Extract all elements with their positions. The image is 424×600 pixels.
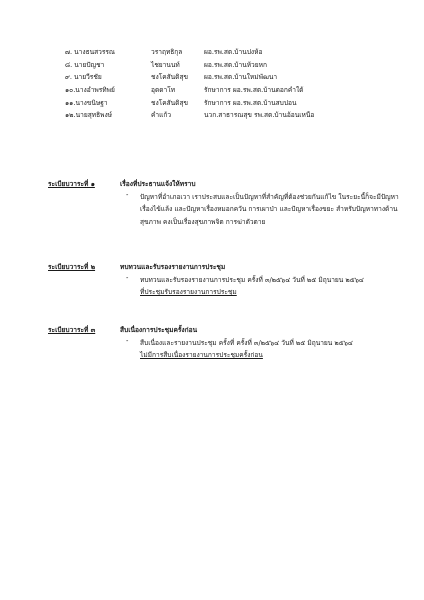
attendee-name: ๙. นายวีรชัย (65, 73, 102, 82)
agenda-text (140, 274, 370, 298)
agenda-line: สืบเนื่องและรายงานประชุม ครั้งที่ ครั้งที่ ๓/๒๕๖๔ วันที่ ๒๕ มิถุนายน ๒๕๖๔ (140, 339, 353, 348)
agenda-text (140, 191, 399, 228)
attendee-name: ๑๐.นางอำพรทิพย์ (65, 85, 115, 94)
attendee-surname: อุดดาโท (151, 85, 176, 94)
attendee-row (65, 109, 324, 122)
attendee-surname: ไชยานนท์ (151, 60, 180, 69)
attendee-row (65, 84, 324, 97)
agenda-heading (48, 326, 388, 334)
agenda-heading (48, 263, 388, 271)
agenda-heading (48, 180, 388, 188)
attendee-surname: ชงโคสันติสุข (151, 98, 188, 107)
agenda-line: เรื่องไข้แล้ง และปัญหาเรื่องหมอกควัน การเผาป่า และปัญหาเรื่องขยะ สำหรับปัญหาทางด้าน (140, 205, 398, 214)
bullet-dash: - (126, 274, 129, 283)
attendee-position: ผอ.รพ.สต.บ้านใหม่พัฒนา (204, 73, 278, 82)
attendee-row (65, 59, 324, 72)
agenda-body (48, 274, 388, 298)
attendee-position: ผอ.รพ.สต.บ้านห้วยหก (204, 60, 267, 69)
agenda-item-1 (48, 180, 399, 228)
bullet-dash: - (126, 337, 129, 346)
attendee-surname: คำแก้ว (151, 111, 172, 120)
attendee-row (65, 46, 324, 59)
agenda-body (48, 337, 388, 361)
agenda-title: ทบทวนและรับรองรายงานการประชุม (120, 263, 226, 271)
attendee-row (65, 96, 324, 109)
attendee-position: ผอ.รพ.สต.บ้านปงห้อ (204, 48, 263, 57)
agenda-number: ระเบียบวาระที่ ๑ (48, 180, 95, 188)
attendee-position: รักษาการ ผอ.รพ.สต.บ้านดอกคำใต้ (204, 85, 304, 94)
attendee-name: ๗. นางธนสวรรณ (65, 48, 116, 57)
attendee-name: ๘. นายปัญชา (65, 60, 105, 69)
agenda-text (140, 337, 370, 361)
agenda-line: สุขภาพ คงเป็นเรื่องสุขภาพจิต การฆ่าตัวตาย (140, 217, 266, 226)
attendee-surname: ชงโคสันติสุข (151, 73, 188, 82)
attendee-name: ๑๑.นางขนิษฐา (65, 98, 108, 107)
agenda-line: ทบทวนและรับรองรายงานการประชุม ครั้งที่ ๓/๒๕๖๔ วันที่ ๒๕ มิถุนายน ๒๕๖๔ (140, 276, 364, 285)
agenda-line: ปัญหาที่อำเภอเวา เราประสบและเป็นปัญหาที่สำคัญที่ต้องช่วยกันแก้ไข ในระยะนี้ก็จะมีปัญหา (140, 193, 399, 202)
agenda-resolution: ที่ประชุมรับรองรายงานการประชุม (140, 288, 237, 297)
agenda-number: ระเบียบวาระที่ ๒ (48, 263, 96, 271)
agenda-title: สืบเนื่องการประชุมครั้งก่อน (120, 326, 198, 334)
attendee-position: รักษาการ ผอ.รพ.สต.บ้านสบปอน (204, 98, 297, 107)
agenda-resolution: ไม่มีการสืบเนื่องรายงานการประชุมครั้งก่อน (140, 351, 263, 360)
agenda-item-2 (48, 263, 388, 299)
agenda-item-3 (48, 326, 388, 362)
attendee-name: ๑๒.นายสุทธิพงษ์ (65, 111, 113, 120)
bullet-dash: - (126, 191, 129, 200)
attendee-position: นวก.สาธารณสุข รพ.สต.บ้านอ้อนเหนือ (204, 111, 315, 120)
agenda-number: ระเบียบวาระที่ ๓ (48, 326, 96, 334)
agenda-title: เรื่องที่ประธานแจ้งให้ทราบ (120, 180, 196, 188)
agenda-body (48, 191, 399, 228)
attendee-surname: วราฤทธิกุล (151, 48, 183, 57)
attendee-row (65, 71, 324, 84)
attendee-list (65, 46, 324, 122)
